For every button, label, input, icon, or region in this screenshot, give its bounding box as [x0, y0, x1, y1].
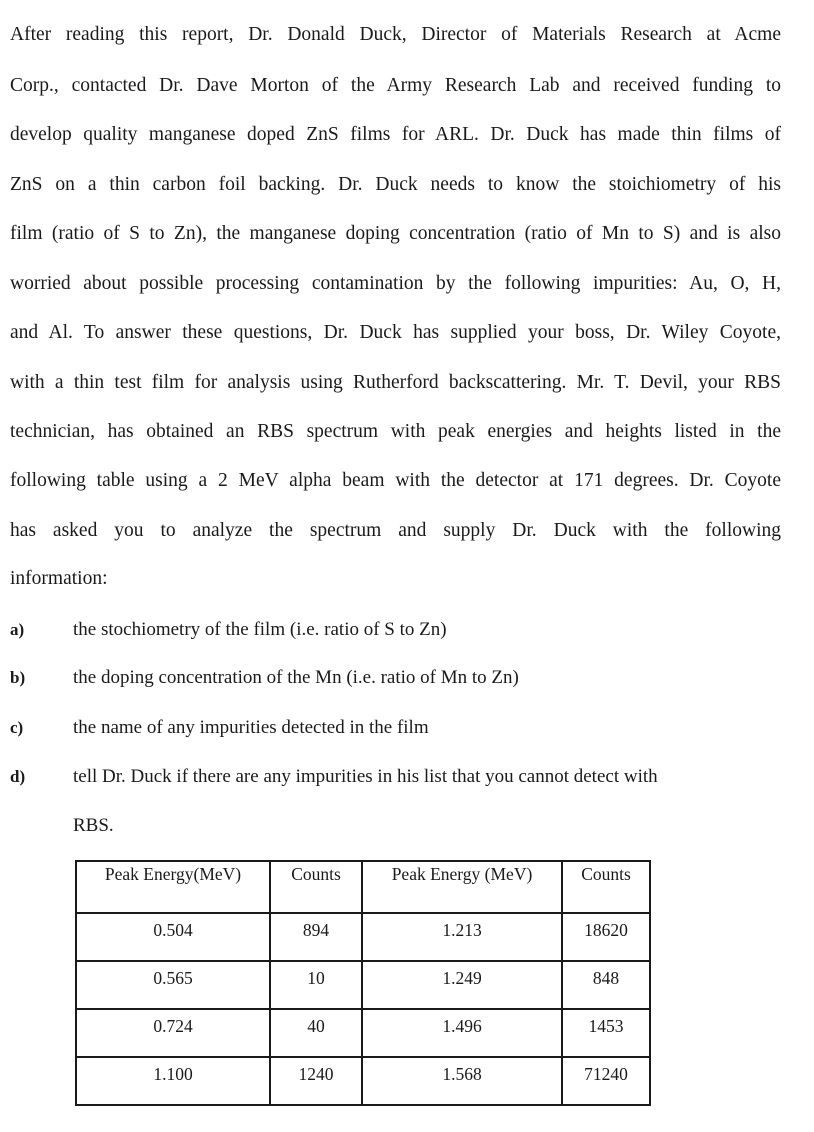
table-cell: 894 — [270, 913, 362, 961]
column-header: Counts — [562, 861, 650, 913]
table-cell: 0.724 — [76, 1009, 270, 1057]
table-cell: 10 — [270, 961, 362, 1009]
paragraph-line: following table using a 2 MeV alpha beam with the detector at 171 degrees. Dr. Coyote — [10, 470, 781, 491]
list-item-text: RBS. — [73, 815, 114, 836]
paragraph-line: ZnS on a thin carbon foil backing. Dr. Duck needs to know the stoichiometry of his — [10, 174, 781, 195]
table-cell: 1.100 — [76, 1057, 270, 1105]
table-cell: 848 — [562, 961, 650, 1009]
table-row — [76, 961, 650, 1009]
paragraph-line: Corp., contacted Dr. Dave Morton of the Army Research Lab and received funding to — [10, 75, 781, 96]
list-marker: c) — [10, 718, 24, 737]
table-cell: 0.504 — [76, 913, 270, 961]
table-cell: 18620 — [562, 913, 650, 961]
table-cell: 1453 — [562, 1009, 650, 1057]
paragraph-line: information: — [10, 568, 108, 589]
rbs-peak-table — [75, 860, 651, 1106]
paragraph-line: and Al. To answer these questions, Dr. Duck has supplied your boss, Dr. Wiley Coyote, — [10, 322, 781, 343]
table-cell: 1240 — [270, 1057, 362, 1105]
table-cell: 71240 — [562, 1057, 650, 1105]
paragraph-line: worried about possible processing contamination by the following impurities: Au, O, H, — [10, 273, 781, 294]
list-item-text: the stochiometry of the film (i.e. ratio of S to Zn) — [73, 619, 447, 640]
table-row — [76, 1009, 650, 1057]
table-row — [76, 1057, 650, 1105]
table-cell: 1.568 — [362, 1057, 562, 1105]
list-item-text: tell Dr. Duck if there are any impurities in his list that you cannot detect with — [73, 766, 658, 787]
table-header-row — [76, 861, 650, 913]
table-cell: 1.249 — [362, 961, 562, 1009]
table-cell: 0.565 — [76, 961, 270, 1009]
column-header: Peak Energy (MeV) — [362, 861, 562, 913]
list-item-text: the name of any impurities detected in the film — [73, 717, 429, 738]
table-cell: 1.496 — [362, 1009, 562, 1057]
list-item-text: the doping concentration of the Mn (i.e. ratio of Mn to Zn) — [73, 667, 519, 688]
paragraph-line: with a thin test film for analysis using Rutherford backscattering. Mr. T. Devil, your RBS — [10, 372, 781, 393]
paragraph-line: develop quality manganese doped ZnS films for ARL. Dr. Duck has made thin films of — [10, 124, 781, 145]
paragraph-line: film (ratio of S to Zn), the manganese doping concentration (ratio of Mn to S) and is also — [10, 223, 781, 244]
list-marker: a) — [10, 620, 25, 639]
list-marker: d) — [10, 767, 26, 786]
column-header: Peak Energy(MeV) — [76, 861, 270, 913]
paragraph-line: technician, has obtained an RBS spectrum with peak energies and heights listed in the — [10, 421, 781, 442]
column-header: Counts — [270, 861, 362, 913]
paragraph-line: After reading this report, Dr. Donald Duck, Director of Materials Research at Acme — [10, 24, 781, 45]
table-row — [76, 913, 650, 961]
list-marker: b) — [10, 668, 26, 687]
table-cell: 40 — [270, 1009, 362, 1057]
paragraph-line: has asked you to analyze the spectrum and supply Dr. Duck with the following — [10, 520, 781, 541]
table-cell: 1.213 — [362, 913, 562, 961]
